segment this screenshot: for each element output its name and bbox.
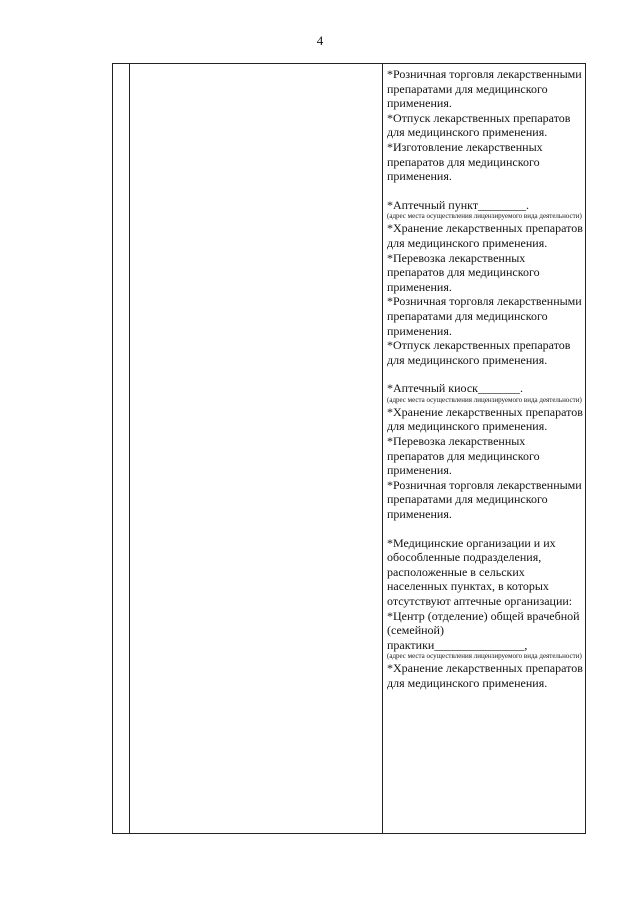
activity-item: *Хранение лекарственных препаратов для медицинского применения. xyxy=(387,661,583,690)
activity-item: *Розничная торговля лекарственными препаратами для медицинского применения. xyxy=(387,67,582,111)
activity-item: *Розничная торговля лекарственными препаратами для медицинского применения. xyxy=(387,477,582,522)
activity-item: *Отпуск лекарственных препаратов для медицинского применения. xyxy=(387,338,571,367)
license-table xyxy=(112,63,586,834)
address-note: (адрес места осуществления лицензируемого вида деятельности) xyxy=(387,395,582,404)
column-divider-1 xyxy=(129,64,130,833)
page-number: 4 xyxy=(316,33,324,48)
activity-item: *Хранение лекарственных препаратов для медицинского применения. xyxy=(387,404,583,434)
activity-item: *Аптечный киоск_______. xyxy=(387,381,524,396)
address-note: (адрес места осуществления лицензируемого вида деятельности) xyxy=(387,652,582,661)
activities-column xyxy=(387,67,585,691)
block-spacer xyxy=(387,522,585,536)
activity-item: *Изготовление лекарственных препаратов для медицинского применения. xyxy=(387,139,543,184)
activity-item: *Медицинские организации и их обособленные подразделения, расположенные в сельских населенных пунктах, в которых отсутствуют аптечные организации: xyxy=(387,535,573,608)
address-note: (адрес места осуществления лицензируемого вида деятельности) xyxy=(387,212,582,221)
activity-item: *Аптечный пункт________. xyxy=(387,197,530,212)
activity-item: *Центр (отделение) общей врачебной (семейной) практики_______________, xyxy=(387,608,580,652)
block-spacer xyxy=(387,184,585,198)
activity-item: *Перевозка лекарственных препаратов для медицинского применения. xyxy=(387,434,540,478)
column-divider-2 xyxy=(382,64,383,833)
activity-item: *Отпуск лекарственных препаратов для медицинского применения. xyxy=(387,110,571,140)
activity-item: *Перевозка лекарственных препаратов для медицинского применения. xyxy=(387,250,540,294)
activity-item: *Розничная торговля лекарственными препаратами для медицинского применения. xyxy=(387,294,582,338)
block-spacer xyxy=(387,367,585,381)
activity-item: *Хранение лекарственных препаратов для медицинского применения. xyxy=(387,221,583,250)
